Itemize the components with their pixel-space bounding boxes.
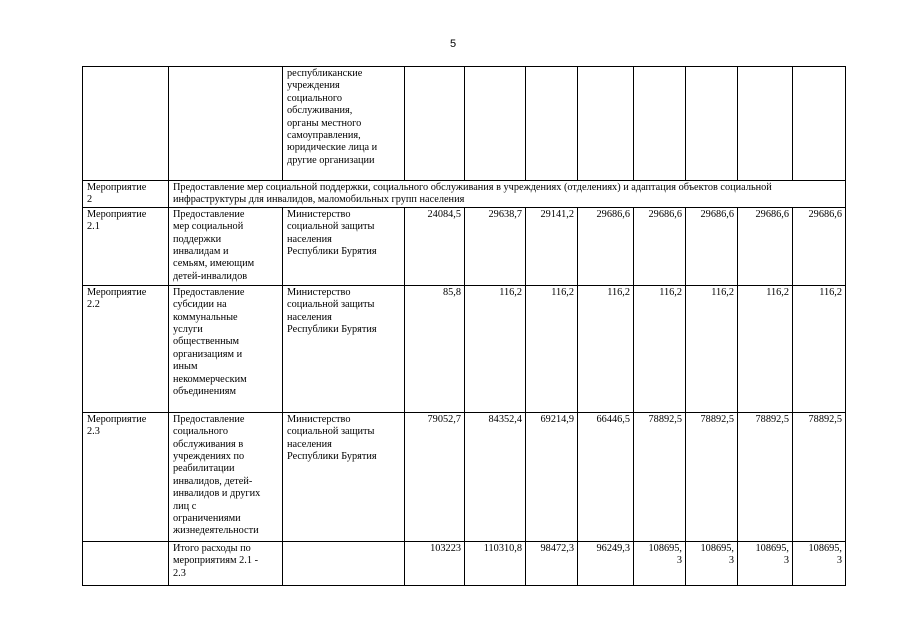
table-row bbox=[83, 285, 846, 412]
value-cell bbox=[578, 67, 634, 181]
value-cell bbox=[526, 67, 578, 181]
value-cell: 85,8 bbox=[405, 285, 465, 412]
measure-2-header-row bbox=[83, 181, 846, 208]
value-cell: 116,2 bbox=[634, 285, 686, 412]
total-value-cell: 108695, 3 bbox=[738, 541, 793, 585]
value-cell bbox=[465, 67, 526, 181]
measure-code: Мероприятие 2.2 bbox=[83, 285, 169, 412]
value-cell bbox=[405, 67, 465, 181]
total-value-cell: 108695, 3 bbox=[686, 541, 738, 585]
value-cell: 116,2 bbox=[578, 285, 634, 412]
total-row bbox=[83, 541, 846, 585]
executor-cell: Министерство социальной защиты населения Республики Бурятия bbox=[283, 412, 405, 541]
value-cell bbox=[738, 67, 793, 181]
measure-name: Предоставление субсидии на коммунальные услуги общественным организациям и иным некоммерческим объединениям bbox=[169, 285, 283, 412]
total-value-cell: 98472,3 bbox=[526, 541, 578, 585]
code-cell bbox=[83, 541, 169, 585]
measure-code: Мероприятие 2.3 bbox=[83, 412, 169, 541]
value-cell: 78892,5 bbox=[738, 412, 793, 541]
measure-title: Предоставление мер социальной поддержки, социального обслуживания в учреждениях (отделениях) и адаптация объектов социальной инфраструктуры для инвалидов, маломобильных групп населения bbox=[169, 181, 846, 208]
measure-code: Мероприятие 2.1 bbox=[83, 207, 169, 285]
value-cell: 116,2 bbox=[465, 285, 526, 412]
value-cell bbox=[793, 67, 846, 181]
table-row bbox=[83, 412, 846, 541]
total-value-cell: 110310,8 bbox=[465, 541, 526, 585]
value-cell: 84352,4 bbox=[465, 412, 526, 541]
value-cell: 29686,6 bbox=[686, 207, 738, 285]
total-value-cell: 108695, 3 bbox=[634, 541, 686, 585]
total-value-cell: 96249,3 bbox=[578, 541, 634, 585]
executor-cell bbox=[283, 541, 405, 585]
value-cell: 29686,6 bbox=[578, 207, 634, 285]
value-cell bbox=[634, 67, 686, 181]
value-cell: 29638,7 bbox=[465, 207, 526, 285]
continuation-row bbox=[83, 67, 846, 181]
measure-code: Мероприятие 2 bbox=[83, 181, 169, 208]
value-cell: 29141,2 bbox=[526, 207, 578, 285]
total-label: Итого расходы по мероприятиям 2.1 - 2.3 bbox=[169, 541, 283, 585]
value-cell: 116,2 bbox=[793, 285, 846, 412]
value-cell: 78892,5 bbox=[634, 412, 686, 541]
page-number: 5 bbox=[449, 38, 457, 50]
value-cell: 78892,5 bbox=[793, 412, 846, 541]
program-measures-table bbox=[82, 66, 846, 586]
executor-cell: Министерство социальной защиты населения Республики Бурятия bbox=[283, 207, 405, 285]
value-cell: 29686,6 bbox=[793, 207, 846, 285]
value-cell bbox=[686, 67, 738, 181]
value-cell: 66446,5 bbox=[578, 412, 634, 541]
value-cell: 79052,7 bbox=[405, 412, 465, 541]
value-cell: 116,2 bbox=[738, 285, 793, 412]
value-cell: 24084,5 bbox=[405, 207, 465, 285]
measure-name: Предоставление мер социальной поддержки инвалидам и семьям, имеющим детей-инвалидов bbox=[169, 207, 283, 285]
table-row bbox=[83, 207, 846, 285]
measure-name: Предоставление социального обслуживания в учреждениях по реабилитации инвалидов, детей- инвалидов и других лиц с ограничениями жизнедеятельности bbox=[169, 412, 283, 541]
total-value-cell: 103223 bbox=[405, 541, 465, 585]
name-cell bbox=[169, 67, 283, 181]
executor-cell: республиканские учреждения социального обслуживания, органы местного самоуправления, юридические лица и другие организации bbox=[283, 67, 405, 181]
value-cell: 78892,5 bbox=[686, 412, 738, 541]
value-cell: 29686,6 bbox=[738, 207, 793, 285]
value-cell: 116,2 bbox=[526, 285, 578, 412]
value-cell: 69214,9 bbox=[526, 412, 578, 541]
total-value-cell: 108695, 3 bbox=[793, 541, 846, 585]
code-cell bbox=[83, 67, 169, 181]
value-cell: 29686,6 bbox=[634, 207, 686, 285]
value-cell: 116,2 bbox=[686, 285, 738, 412]
executor-cell: Министерство социальной защиты населения Республики Бурятия bbox=[283, 285, 405, 412]
